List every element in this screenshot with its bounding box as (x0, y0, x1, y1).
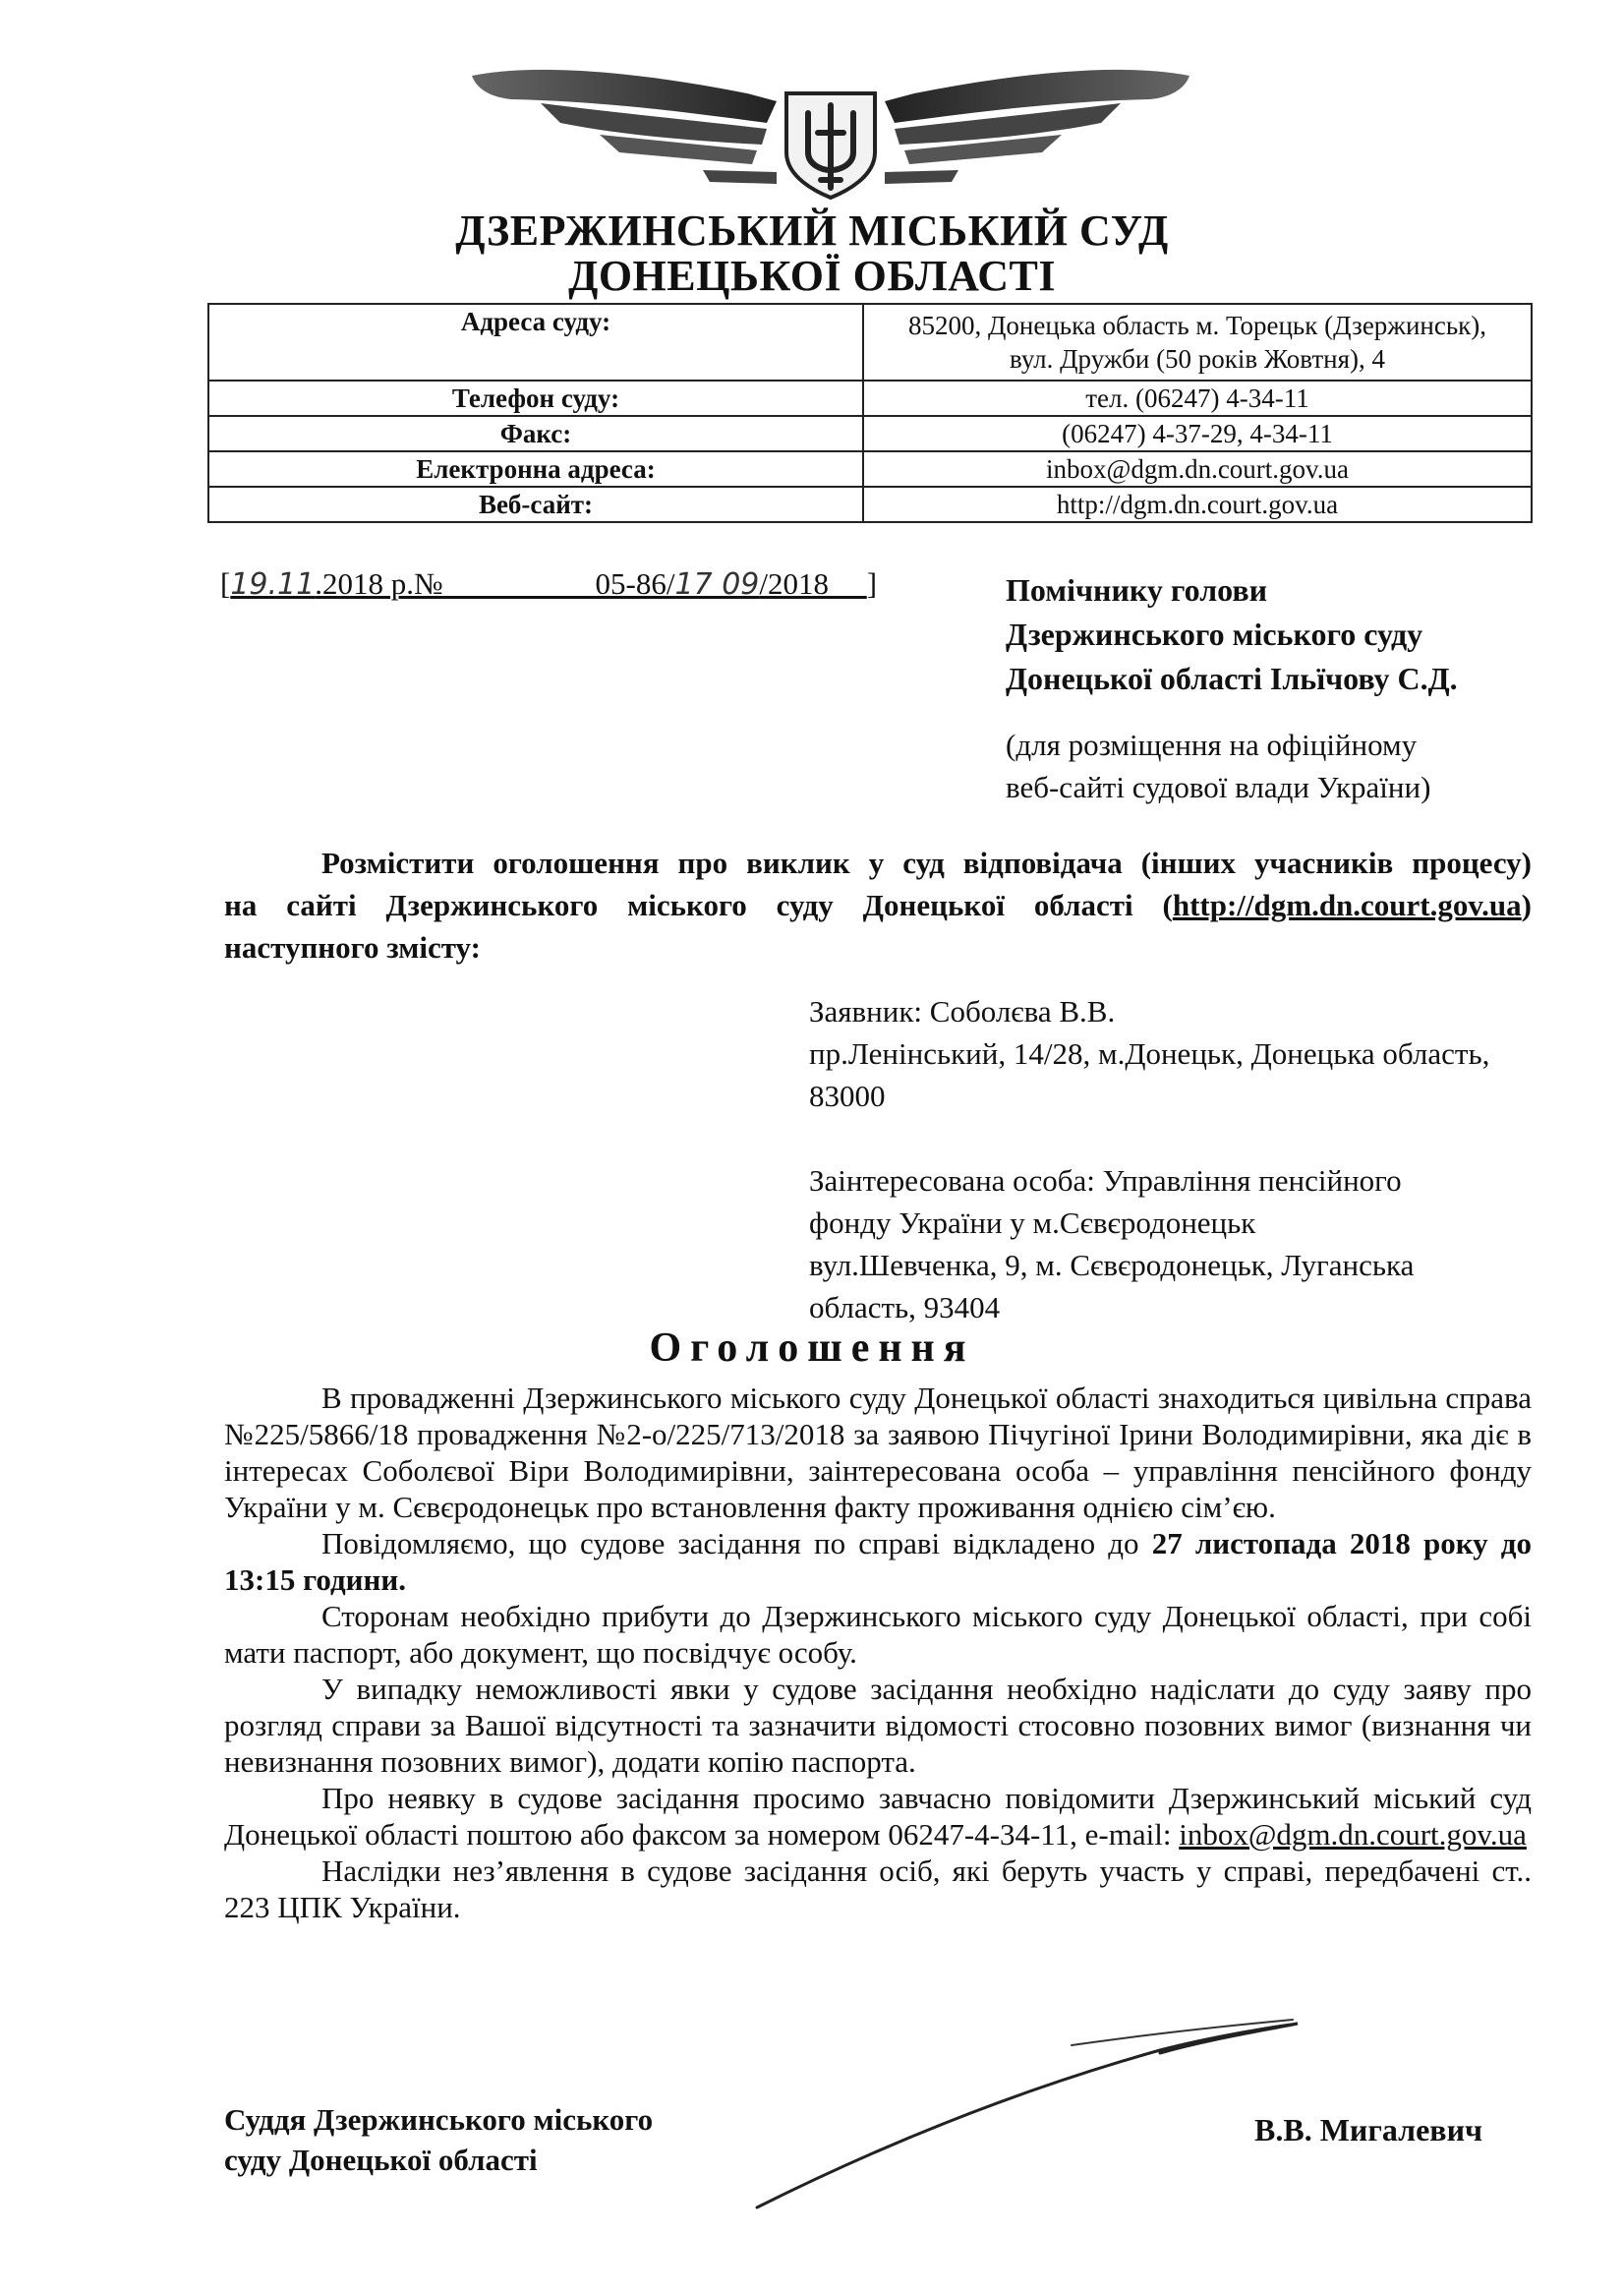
applicant-line2: пр.Ленінський, 14/28, м.Донецьк, Донецька область, (809, 1036, 1490, 1071)
signatory-position-line1: Суддя Дзержинського міського (224, 2102, 654, 2137)
announcement-paragraph-1: В провадженні Дзержинського міського суду Донецької області знаходиться цивільна справа №225/5866/18 провадження №2-о/225/713/2018 за заявою Пічугіної Ірини Володимирівни, яка діє в інтересах Соболєвої Віри Володимирівни, заінтересована особа – управління пенсійного фонду України у м. Сєвєродонецьк про встановлення факту проживання однією сім’єю. (224, 1381, 1532, 1524)
court-contacts-table (207, 303, 1533, 523)
coat-of-arms-emblem-icon (452, 54, 1209, 202)
phone-label: Телефон суду: (208, 381, 863, 416)
addressee-note-line2: веб-сайті судової влади України) (1006, 770, 1431, 804)
website-value: http://dgm.dn.court.gov.ua (863, 487, 1532, 522)
announcement-paragraph-5 (224, 1780, 1532, 1853)
announcement-paragraph-2 (224, 1525, 1532, 1598)
addressee-block (1006, 568, 1458, 701)
interested-line2: фонду України у м.Сєвєродонецьк (809, 1206, 1256, 1240)
address-value-line2: вул. Дружби (50 років Жовтня), 4 (1010, 344, 1385, 374)
absence-notice-text: Про неявку в судове засідання просимо завчасно повідомити Дзержинський міський суд Донецької області поштою або факсом за номером 06247-4-34-11, e-mail: (224, 1781, 1532, 1852)
phone-value: тел. (06247) 4-34-11 (863, 381, 1532, 416)
addressee-line2: Дзержинського міського суду (1006, 617, 1423, 652)
table-row (208, 451, 1532, 487)
court-name-line2: ДОНЕЦЬКОЇ ОБЛАСТІ (568, 252, 1056, 300)
request-line1: Розмістити оголошення про виклик у суд відповідача (інших учасників процесу) (321, 846, 1532, 880)
registration-number (220, 566, 877, 602)
parties-block (809, 990, 1489, 1328)
website-link[interactable]: http://dgm.dn.court.gov.ua (1172, 888, 1522, 922)
addressee-line1: Помічнику голови (1006, 572, 1268, 608)
open-bracket: [ (220, 566, 231, 601)
handwritten-date: 19.11 (230, 567, 316, 602)
applicant-line1: Заявник: Соболєва В.В. (809, 994, 1116, 1029)
signatory-position (224, 2099, 653, 2180)
request-line2-end: ) (1521, 888, 1532, 922)
hearing-date: 27 листопада 2018 року до 13:15 години. (224, 1526, 1532, 1597)
addressee-note-line1: (для розміщення на офіційному (1006, 728, 1418, 762)
address-value (863, 304, 1532, 381)
hearing-notice-text: Повідомляємо, що судове засідання по справі відкладено до (321, 1526, 1152, 1560)
table-row (208, 487, 1532, 522)
close-bracket: ] (866, 566, 878, 601)
addressee-note (1006, 724, 1430, 808)
announcement-body (224, 1380, 1532, 1925)
number-prefix: 05-86/ (595, 566, 675, 601)
website-label: Веб-сайт: (208, 487, 863, 522)
interested-line1: Заінтересована особа: Управління пенсійного (809, 1163, 1402, 1198)
email-link[interactable]: inbox@dgm.dn.court.gov.ua (1179, 1817, 1527, 1852)
address-label: Адреса суду: (208, 304, 863, 381)
handwritten-number: 17 09 (674, 567, 760, 602)
address-value-line1: 85200, Донецька область м. Торецьк (Дзержинськ), (907, 311, 1487, 340)
announcement-title: Оголошення (649, 1325, 975, 1371)
number-suffix: /2018 (759, 566, 829, 601)
announcement-paragraph-6: Наслідки нез’явлення в судове засідання осіб, які беруть участь у справі, передбачені ст.. 223 ЦПК України. (224, 1853, 1532, 1924)
table-row (208, 381, 1532, 416)
email-label: Електронна адреса: (208, 451, 863, 487)
announcement-paragraph-3: Сторонам необхідно прибути до Дзержинського міського суду Донецької області, при собі мати паспорт, або документ, що посвідчує особу. (224, 1599, 1532, 1670)
email-value: inbox@dgm.dn.court.gov.ua (863, 451, 1532, 487)
fax-value: (06247) 4-37-29, 4-34-11 (863, 416, 1532, 451)
interested-line4: область, 93404 (809, 1290, 1001, 1324)
table-row (208, 416, 1532, 451)
interested-line3: вул.Шевченка, 9, м. Сєвєродонецьк, Луганська (809, 1248, 1415, 1282)
signatory-position-line2: суду Донецької області (224, 2143, 538, 2177)
request-line3: наступного змісту: (224, 930, 481, 965)
signatory-name: В.В. Мигалевич (1254, 2112, 1483, 2147)
request-line2-text: на сайті Дзержинського міського суду Донецької області ( (224, 888, 1173, 922)
fax-label: Факс: (208, 416, 863, 451)
request-line2 (224, 884, 1532, 926)
court-name-line1: ДЗЕРЖИНСЬКИЙ МІСЬКИЙ СУД (455, 206, 1169, 255)
table-row (208, 304, 1532, 381)
announcement-paragraph-4: У випадку неможливості явки у судове засідання необхідно надіслати до суду заяву про розгляд справи за Вашої відсутності та зазначити відомості стосовно позовних вимог (визнання чи невизнання позовних вимог), додати копію паспорта. (224, 1672, 1532, 1779)
publication-request (224, 842, 1532, 969)
addressee-line3: Донецької області Ільїчову С.Д. (1006, 661, 1458, 696)
handwritten-signature (747, 2006, 1317, 2222)
date-printed: .2018 р.№ (315, 566, 443, 601)
applicant-line3: 83000 (809, 1079, 886, 1113)
